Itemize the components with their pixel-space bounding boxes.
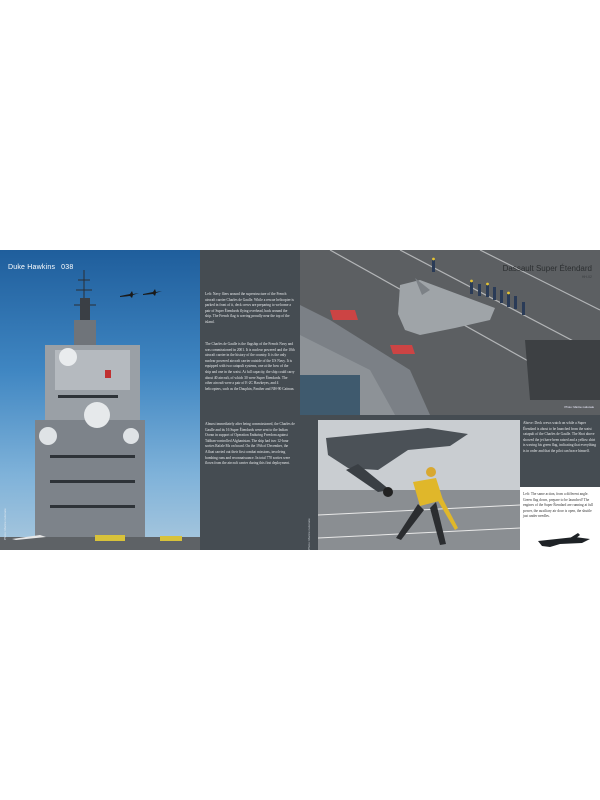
catapult-launch-photo	[318, 420, 520, 550]
flight-deck-illustration	[300, 250, 600, 415]
page-number: 038	[61, 264, 74, 271]
aircraft-caption-title: Dassault Super Étendard	[502, 264, 592, 273]
jets-in-flight	[120, 289, 162, 298]
left-caption: Left: The same action, from a different angle. Green flag down, prepare to be launched! The engines of the Super Étendard are running at full power, the auxiliary air door is open, the shuttle just under needles.	[523, 492, 594, 519]
series-header	[8, 264, 73, 271]
article-paragraph-1: Left: Navy fliers around the superstructure of the French aircraft carrier Charles de Gaulle. While a rescue helicopter is parked in front of it, deck crews are preparing to welcome a pair of Super Étendards flying overhead, back around the ship. The French flag is waving proudly near the top of the island.	[205, 292, 294, 324]
article-paragraph-2: The Charles de Gaulle is the flagship of the French Navy and was commissioned in 2001. It is nuclear powered and the 10th aircraft carrier in the history of the country. It is the only nuclear powered aircraft carrier outside of the US Navy. It is equipped with two catapult systems, one at the bow of the ship and one in the waist. At full capacity, the ship could carry about 40 aircraft, of which 30 were Super Étendards. The other aircraft were a pair of E-2C Hawkeyes, and 4 helicopters, such as the Dauphin, Panther and NH-90 Caïman.	[205, 342, 295, 391]
left-caption-box	[520, 487, 600, 550]
catapult-launch-illustration	[318, 420, 520, 550]
magazine-spread	[0, 250, 600, 550]
bottom-photo-credit: Photo: Marine nationale	[307, 518, 311, 550]
article-paragraph-3: Almost immediately after being commissioned, the Charles de Gaulle and its 16 Super Étendards were sent to the Indian Ocean in support of Operation Enduring Freedom against Taliban-controlled Afghanistan. The ship had two 12-hour sorties Rafale Ms on board. On the 19th of December, the Afloat carried out their first combat missions, involving bombing runs and reconnaissance. In total 770 sorties were flown from the aircraft carrier during this first deployment.	[205, 422, 295, 466]
jet-silhouette-icon	[520, 529, 600, 549]
carrier-island-illustration	[0, 250, 200, 550]
left-photo-credit: Photo: Marine nationale	[3, 508, 7, 540]
flight-deck-photo	[300, 250, 600, 415]
above-caption: Above: Deck crews watch on while a Super Étendard is about to be launched from the waist catapult of the Charles de Gaulle. The Shot above showed the jet have been raised and a yellow shirt is waving his green flag, indicating that everything is in order and that the pilot can brace himself.	[523, 421, 597, 453]
top-photo-credit: Photo: Marine nationale	[564, 405, 594, 409]
series-name: Duke Hawkins	[8, 264, 56, 271]
carrier-island-photo	[0, 250, 200, 550]
aircraft-caption-subtitle: HH-02	[581, 275, 592, 279]
article-text-column	[200, 250, 300, 550]
